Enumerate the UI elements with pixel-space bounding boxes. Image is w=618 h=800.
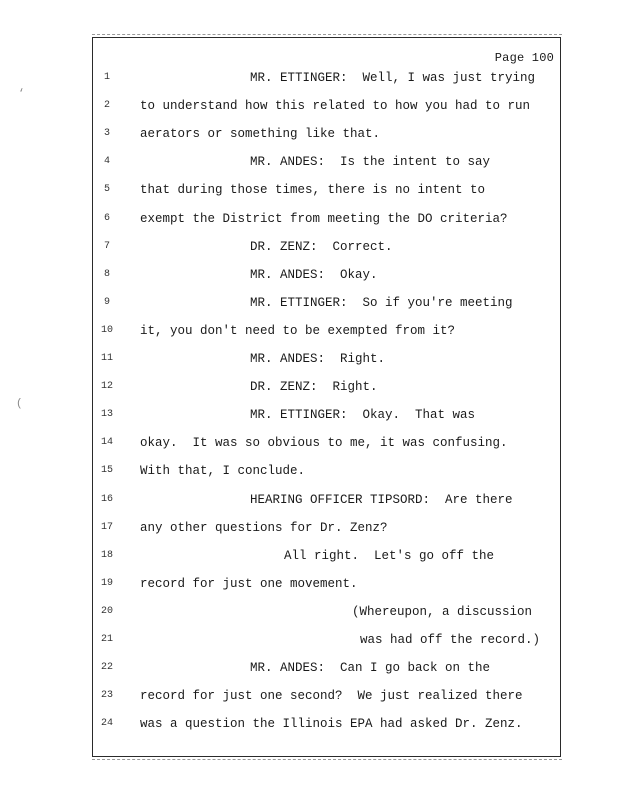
line-text: MR. ETTINGER: Well, I was just trying xyxy=(250,71,536,85)
line-number: 18 xyxy=(100,549,113,561)
line-text: MR. ANDES: Can I go back on the xyxy=(250,661,491,676)
transcript-line xyxy=(0,96,618,116)
line-number: 6 xyxy=(103,212,110,224)
line-text: MR. ANDES: Right. xyxy=(250,352,386,366)
line-text: MR. ANDES: Is the intent to say xyxy=(250,155,491,170)
transcript-line xyxy=(0,433,618,453)
line-text: HEARING OFFICER TIPSORD: Are there xyxy=(250,492,513,507)
line-number: 8 xyxy=(103,268,110,280)
line-number: 24 xyxy=(100,718,113,730)
line-number: 1 xyxy=(103,72,110,83)
transcript-line xyxy=(0,602,618,622)
transcript-line xyxy=(0,180,618,200)
line-number: 5 xyxy=(103,184,110,196)
transcript-line xyxy=(0,152,618,172)
line-text: was had off the record.) xyxy=(360,633,541,647)
line-text: DR. ZENZ: Correct. xyxy=(250,239,393,254)
transcript-line xyxy=(0,461,618,481)
transcript-line xyxy=(0,265,618,285)
transcript-line xyxy=(0,68,618,88)
transcript-line xyxy=(0,490,618,510)
line-text: With that, I conclude. xyxy=(140,464,306,479)
line-text: MR. ANDES: Okay. xyxy=(250,267,378,282)
transcript-line xyxy=(0,630,618,650)
line-number: 19 xyxy=(100,577,113,589)
line-number: 16 xyxy=(100,493,113,505)
transcript-line xyxy=(0,405,618,425)
transcript-line xyxy=(0,714,618,734)
line-text: any other questions for Dr. Zenz? xyxy=(140,520,388,535)
transcript-line xyxy=(0,574,618,594)
line-number: 21 xyxy=(100,634,113,645)
transcript-line xyxy=(0,321,618,341)
line-number: 9 xyxy=(103,296,110,308)
line-text: (Whereupon, a discussion xyxy=(352,604,533,619)
line-number: 15 xyxy=(100,465,113,477)
transcript-line xyxy=(0,686,618,706)
line-text: was a question the Illinois EPA had asked Dr. Zenz. xyxy=(140,717,523,732)
transcript-line xyxy=(0,124,618,144)
scan-speck-mark: ‘ xyxy=(18,88,25,100)
line-number: 4 xyxy=(103,156,110,168)
line-text: aerators or something like that. xyxy=(140,127,381,142)
transcript-line xyxy=(0,518,618,538)
line-text: DR. ZENZ: Right. xyxy=(250,380,378,395)
line-number: 13 xyxy=(100,409,113,421)
line-text: MR. ETTINGER: So if you're meeting xyxy=(250,295,513,310)
line-number: 11 xyxy=(100,353,113,364)
line-number: 17 xyxy=(100,521,113,533)
transcript-line xyxy=(0,209,618,229)
line-number: 2 xyxy=(103,100,110,112)
transcript-line xyxy=(0,349,618,369)
line-text: to understand how this related to how you had to run xyxy=(140,99,531,114)
page-number-label: Page 100 xyxy=(494,51,554,65)
line-number: 7 xyxy=(103,240,110,252)
line-text: exempt the District from meeting the DO criteria? xyxy=(140,211,508,226)
line-text: okay. It was so obvious to me, it was confusing. xyxy=(140,436,508,451)
line-number: 3 xyxy=(103,128,110,140)
line-number: 14 xyxy=(100,437,113,449)
line-text: it, you don't need to be exempted from it? xyxy=(140,323,456,338)
line-number: 22 xyxy=(100,662,113,674)
line-number: 10 xyxy=(100,324,113,336)
transcript-line xyxy=(0,546,618,566)
line-text: that during those times, there is no intent to xyxy=(140,183,486,198)
transcript-line xyxy=(0,293,618,313)
scan-bracket-mark: ( xyxy=(16,398,23,410)
transcript-line xyxy=(0,658,618,678)
line-number: 23 xyxy=(100,690,113,702)
line-number: 20 xyxy=(100,605,113,617)
transcript-line xyxy=(0,377,618,397)
line-text: record for just one second? We just realized there xyxy=(140,689,523,704)
line-text: MR. ETTINGER: Okay. That was xyxy=(250,408,476,423)
line-text: All right. Let's go off the xyxy=(284,548,495,563)
transcript-line xyxy=(0,237,618,257)
line-text: record for just one movement. xyxy=(140,576,358,591)
line-number: 12 xyxy=(100,381,113,393)
